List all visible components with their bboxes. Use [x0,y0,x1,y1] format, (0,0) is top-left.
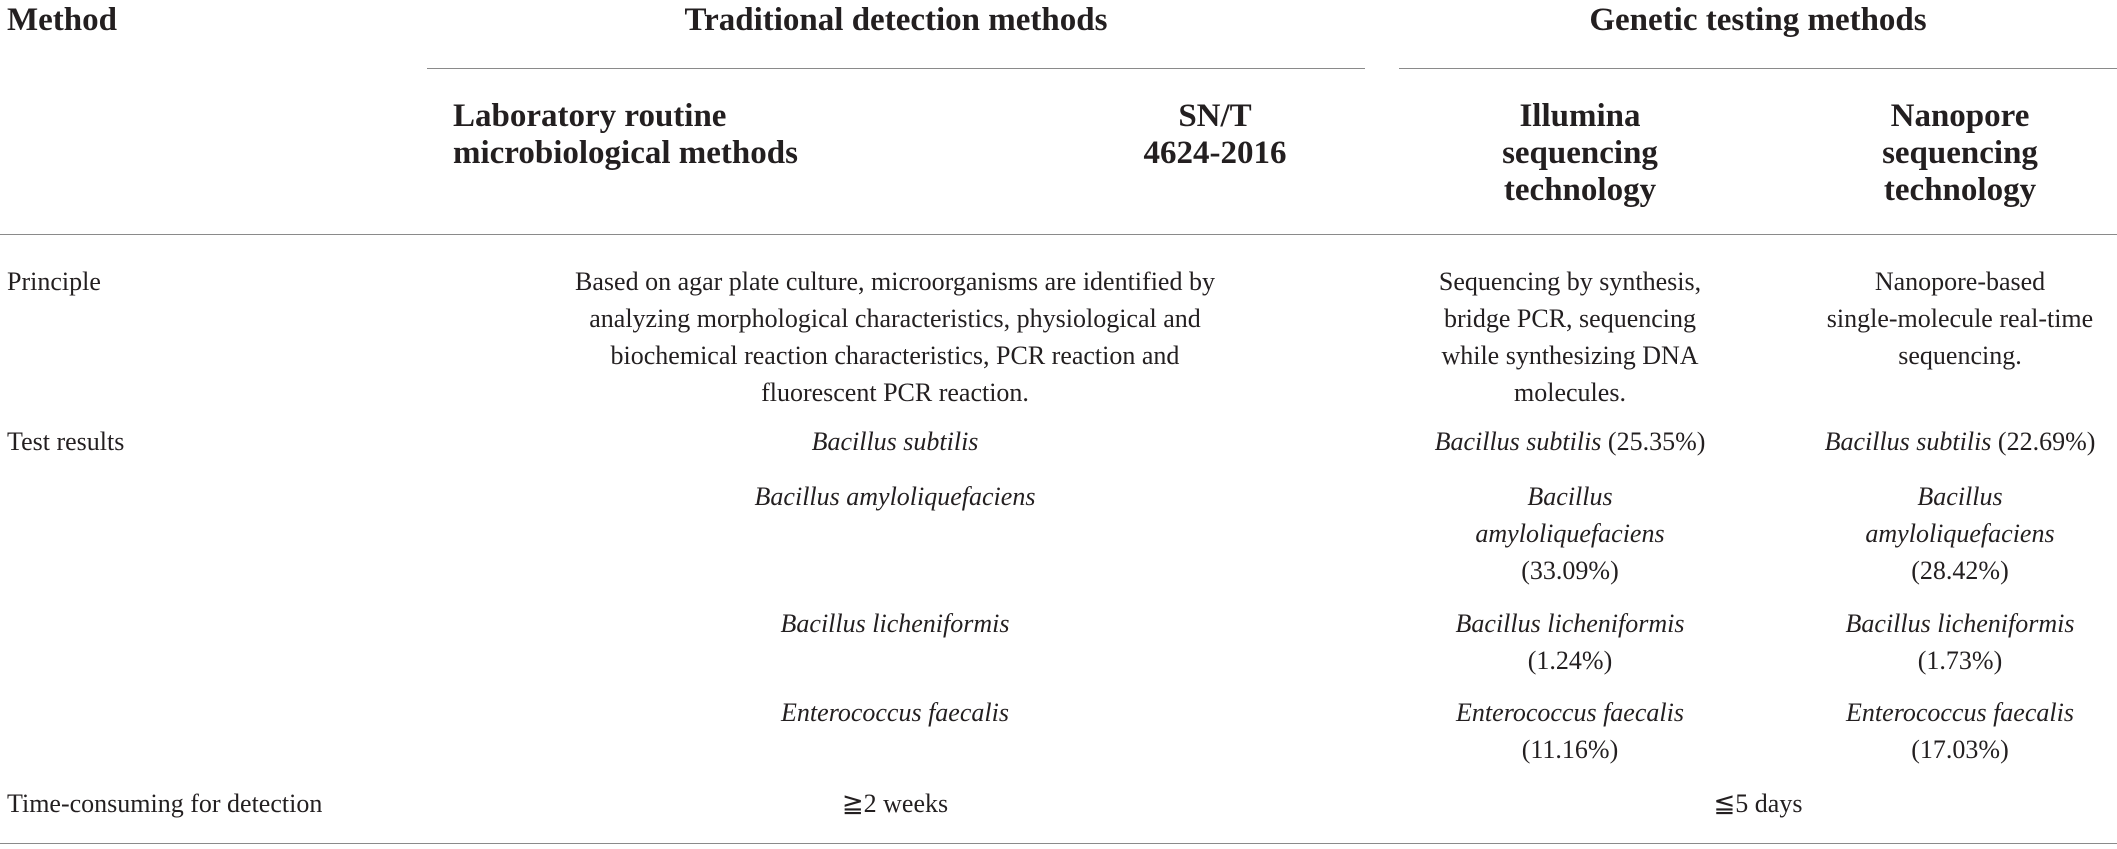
traditional-header-rule [427,68,1365,69]
traditional-result-1: Bacillus subtilis [811,427,979,456]
row-label-principle: Principle [7,267,101,296]
row-label-time-consuming: Time-consuming for detection [7,789,323,818]
nanopore-result-2: Bacillus amyloliquefaciens (28.42%) [1865,482,2055,585]
illumina-result-4: Enterococcus faecalis (11.16%) [1456,698,1684,764]
illumina-result-1: Bacillus subtilis (25.35%) [1434,427,1706,456]
header-illumina: Illumina sequencing technology [1502,98,1658,208]
nanopore-result-3: Bacillus licheniformis (1.73%) [1845,609,2075,675]
nanopore-result-1: Bacillus subtilis (22.69%) [1824,427,2096,456]
principle-illumina: Sequencing by synthesis, bridge PCR, sequencing while synthesizing DNA molecules. [1438,267,1702,407]
header-sn-t-standard: SN/T 4624-2016 [1143,98,1287,171]
header-lab-routine: Laboratory routine microbiological methods [453,98,798,171]
principle-traditional: Based on agar plate culture, microorganisms are identified by analyzing morphological characteristics, physiological and biochemical reaction characteristics, PCR reaction and fluorescent PCR reaction. [575,267,1215,407]
time-genetic: ≦5 days [1713,789,1803,818]
time-traditional: ≧2 weeks [841,789,949,818]
table-bottom-rule [0,843,2117,844]
header-method: Method [7,2,117,38]
nanopore-result-4: Enterococcus faecalis (17.03%) [1846,698,2074,764]
row-label-test-results: Test results [7,427,125,456]
header-traditional-methods: Traditional detection methods [684,2,1108,38]
traditional-result-2: Bacillus amyloliquefaciens [754,482,1036,511]
principle-nanopore: Nanopore-based single-molecule real-time sequencing. [1826,267,2094,370]
illumina-result-2: Bacillus amyloliquefaciens (33.09%) [1475,482,1665,585]
traditional-result-3: Bacillus licheniformis [780,609,1010,638]
header-nanopore: Nanopore sequencing technology [1882,98,2038,208]
traditional-result-4: Enterococcus faecalis [781,698,1009,727]
header-genetic-methods: Genetic testing methods [1589,2,1927,38]
header-bottom-rule [0,234,2117,235]
illumina-result-3: Bacillus licheniformis (1.24%) [1455,609,1685,675]
genetic-header-rule [1399,68,2117,69]
